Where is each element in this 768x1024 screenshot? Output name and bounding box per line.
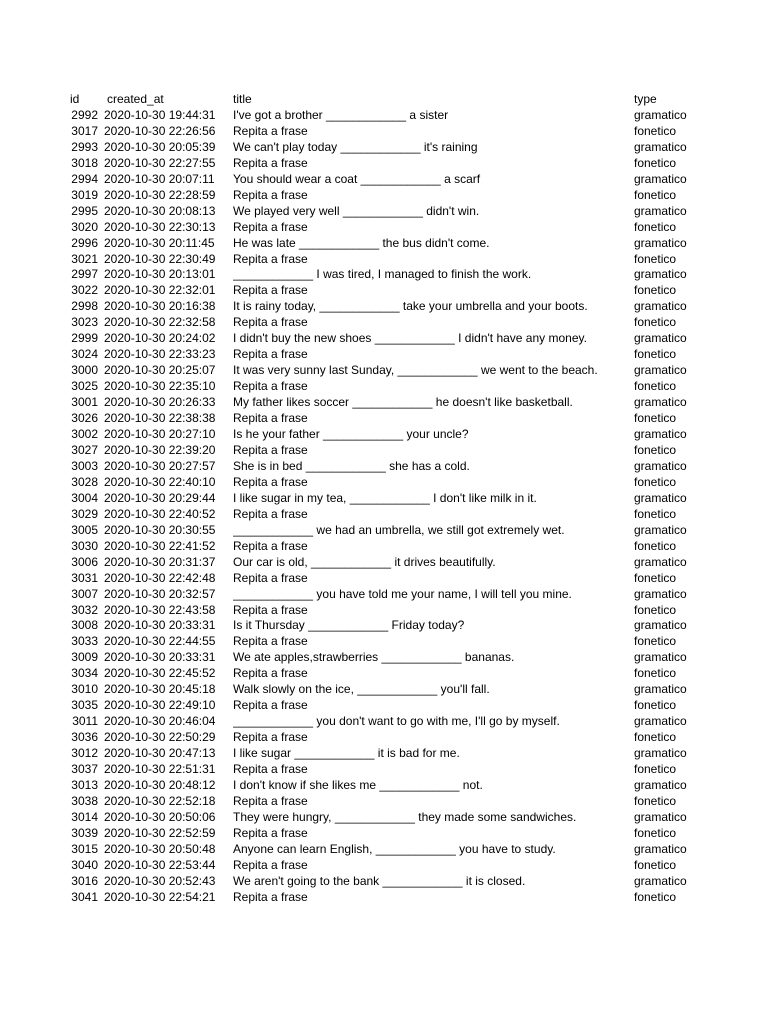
cell-id: 3019 (71, 187, 98, 202)
cell-created-at: 2020-10-30 20:26:33 (104, 395, 216, 410)
cell-id: 3003 (71, 458, 98, 473)
cell-title: We played very well ____________ didn't win. (233, 203, 480, 218)
cell-created-at: 2020-10-30 22:53:44 (104, 857, 216, 872)
cell-created-at: 2020-10-30 20:27:57 (104, 458, 216, 473)
cell-created-at: 2020-10-30 20:33:31 (104, 650, 216, 665)
cell-type: gramatico (634, 171, 687, 186)
cell-title: ____________ I was tired, I managed to finish the work. (233, 267, 532, 282)
table-row (0, 874, 768, 890)
cell-id: 2997 (71, 267, 98, 282)
cell-title: I don't know if she likes me ____________ not. (233, 777, 483, 792)
cell-created-at: 2020-10-30 20:45:18 (104, 682, 216, 697)
table-row (0, 427, 768, 443)
cell-title: Anyone can learn English, ____________ you have to study. (233, 841, 556, 856)
cell-id: 3010 (71, 682, 98, 697)
cell-title: Repita a frase (233, 251, 308, 266)
cell-title: Repita a frase (233, 762, 308, 777)
cell-created-at: 2020-10-30 20:11:45 (104, 235, 215, 250)
cell-id: 3036 (71, 730, 98, 745)
cell-type: gramatico (634, 746, 687, 761)
cell-created-at: 2020-10-30 20:16:38 (104, 299, 216, 314)
records-table (0, 92, 768, 906)
cell-created-at: 2020-10-30 20:46:04 (104, 714, 216, 729)
cell-title: I didn't buy the new shoes ____________ I didn't have any money. (233, 331, 587, 346)
cell-type: gramatico (634, 682, 687, 697)
cell-title: Repita a frase (233, 219, 308, 234)
table-row (0, 124, 768, 140)
table-row (0, 539, 768, 555)
table-row (0, 475, 768, 491)
header-row (0, 92, 768, 108)
cell-type: gramatico (634, 458, 687, 473)
cell-created-at: 2020-10-30 20:30:55 (104, 522, 216, 537)
cell-type: gramatico (634, 714, 687, 729)
cell-id: 3017 (71, 123, 98, 138)
cell-title: Repita a frase (233, 730, 308, 745)
cell-title: It was very sunny last Sunday, ____________ we went to the beach. (233, 363, 598, 378)
cell-title: We aren't going to the bank ____________ it is closed. (233, 873, 526, 888)
column-header-title: title (233, 92, 252, 106)
cell-type: gramatico (634, 554, 687, 569)
table-row (0, 826, 768, 842)
cell-created-at: 2020-10-30 22:38:38 (104, 411, 216, 426)
cell-title: Repita a frase (233, 474, 308, 489)
cell-id: 3030 (71, 538, 98, 553)
cell-type: fonetico (634, 411, 677, 426)
table-row (0, 315, 768, 331)
cell-created-at: 2020-10-30 22:26:56 (104, 123, 216, 138)
table-row (0, 587, 768, 603)
cell-title: I like sugar ____________ it is bad for me. (233, 746, 460, 761)
cell-created-at: 2020-10-30 20:29:44 (104, 490, 216, 505)
table-row (0, 236, 768, 252)
table-row (0, 571, 768, 587)
cell-title: Repita a frase (233, 538, 308, 553)
cell-title: Repita a frase (233, 634, 308, 649)
cell-created-at: 2020-10-30 22:42:48 (104, 570, 216, 585)
table-row (0, 299, 768, 315)
table-row (0, 746, 768, 762)
cell-id: 3038 (71, 793, 98, 808)
table-row (0, 523, 768, 539)
cell-id: 3039 (71, 825, 98, 840)
cell-title: Repita a frase (233, 857, 308, 872)
cell-id: 2995 (71, 203, 98, 218)
cell-id: 3033 (71, 634, 98, 649)
cell-created-at: 2020-10-30 20:52:43 (104, 873, 216, 888)
cell-title: Repita a frase (233, 506, 308, 521)
cell-id: 3018 (71, 155, 98, 170)
cell-id: 3014 (71, 809, 98, 824)
table-row (0, 762, 768, 778)
cell-type: fonetico (634, 474, 677, 489)
cell-type: gramatico (634, 522, 687, 537)
table-row (0, 634, 768, 650)
cell-title: We ate apples,strawberries ____________ bananas. (233, 650, 515, 665)
cell-created-at: 2020-10-30 22:27:55 (104, 155, 216, 170)
table-row (0, 810, 768, 826)
cell-id: 3011 (72, 714, 98, 729)
cell-created-at: 2020-10-30 20:07:11 (104, 171, 215, 186)
cell-type: fonetico (634, 155, 677, 170)
table-row (0, 650, 768, 666)
data-sheet (0, 92, 768, 906)
cell-title: My father likes soccer ____________ he doesn't like basketball. (233, 395, 573, 410)
cell-created-at: 2020-10-30 22:33:23 (104, 347, 216, 362)
table-row (0, 443, 768, 459)
table-row (0, 252, 768, 268)
table-row (0, 267, 768, 283)
cell-type: gramatico (634, 618, 687, 633)
cell-created-at: 2020-10-30 22:32:01 (104, 283, 216, 298)
table-row (0, 730, 768, 746)
cell-created-at: 2020-10-30 20:13:01 (104, 267, 216, 282)
cell-id: 3000 (71, 363, 98, 378)
cell-id: 2999 (71, 331, 98, 346)
cell-title: Our car is old, ____________ it drives beautifully. (233, 554, 496, 569)
column-header-created-at: created_at (107, 92, 164, 106)
cell-type: fonetico (634, 793, 677, 808)
cell-title: It is rainy today, ____________ take your umbrella and your boots. (233, 299, 588, 314)
cell-title: Walk slowly on the ice, ____________ you'll fall. (233, 682, 490, 697)
column-header-type: type (634, 92, 657, 106)
cell-title: I like sugar in my tea, ____________ I don't like milk in it. (233, 490, 537, 505)
cell-id: 3032 (71, 602, 98, 617)
cell-created-at: 2020-10-30 22:44:55 (104, 634, 216, 649)
table-row (0, 156, 768, 172)
cell-created-at: 2020-10-30 20:50:48 (104, 841, 216, 856)
cell-type: fonetico (634, 379, 677, 394)
cell-created-at: 2020-10-30 22:54:21 (104, 889, 216, 904)
cell-type: fonetico (634, 666, 677, 681)
cell-id: 2992 (71, 107, 98, 122)
table-row (0, 411, 768, 427)
cell-title: Is he your father ____________ your uncle? (233, 427, 469, 442)
cell-type: fonetico (634, 602, 677, 617)
cell-created-at: 2020-10-30 22:32:58 (104, 315, 216, 330)
cell-title: Repita a frase (233, 666, 308, 681)
cell-created-at: 2020-10-30 22:43:58 (104, 602, 216, 617)
cell-title: Repita a frase (233, 602, 308, 617)
cell-id: 3002 (71, 427, 98, 442)
cell-id: 3016 (71, 873, 98, 888)
table-row (0, 794, 768, 810)
cell-created-at: 2020-10-30 20:47:13 (104, 746, 216, 761)
cell-title: Repita a frase (233, 570, 308, 585)
cell-id: 2994 (71, 171, 98, 186)
table-row (0, 890, 768, 906)
cell-id: 2996 (71, 235, 98, 250)
cell-title: Is it Thursday ____________ Friday today? (233, 618, 465, 633)
cell-created-at: 2020-10-30 22:40:52 (104, 506, 216, 521)
cell-type: fonetico (634, 762, 677, 777)
cell-type: gramatico (634, 331, 687, 346)
cell-title: Repita a frase (233, 411, 308, 426)
cell-id: 3031 (71, 570, 98, 585)
cell-title: Repita a frase (233, 123, 308, 138)
cell-id: 3027 (71, 442, 98, 457)
cell-created-at: 2020-10-30 22:28:59 (104, 187, 216, 202)
table-row (0, 459, 768, 475)
cell-id: 3024 (71, 347, 98, 362)
table-row (0, 603, 768, 619)
cell-id: 3034 (71, 666, 98, 681)
cell-id: 2993 (71, 139, 98, 154)
table-row (0, 682, 768, 698)
cell-type: gramatico (634, 139, 687, 154)
cell-title: Repita a frase (233, 155, 308, 170)
cell-created-at: 2020-10-30 20:33:31 (104, 618, 216, 633)
cell-type: gramatico (634, 395, 687, 410)
cell-type: gramatico (634, 809, 687, 824)
cell-created-at: 2020-10-30 22:41:52 (104, 538, 216, 553)
cell-created-at: 2020-10-30 22:45:52 (104, 666, 216, 681)
cell-created-at: 2020-10-30 22:49:10 (104, 698, 216, 713)
cell-created-at: 2020-10-30 20:32:57 (104, 586, 216, 601)
cell-title: We can't play today ____________ it's raining (233, 139, 478, 154)
cell-title: He was late ____________ the bus didn't come. (233, 235, 490, 250)
table-row (0, 714, 768, 730)
cell-created-at: 2020-10-30 22:40:10 (104, 474, 216, 489)
cell-created-at: 2020-10-30 20:24:02 (104, 331, 216, 346)
cell-type: fonetico (634, 825, 677, 840)
cell-id: 3020 (71, 219, 98, 234)
table-row (0, 204, 768, 220)
cell-id: 3005 (71, 522, 98, 537)
cell-type: fonetico (634, 538, 677, 553)
table-row (0, 188, 768, 204)
cell-type: fonetico (634, 315, 677, 330)
table-row (0, 347, 768, 363)
cell-title: Repita a frase (233, 283, 308, 298)
cell-title: Repita a frase (233, 379, 308, 394)
cell-id: 3035 (71, 698, 98, 713)
cell-created-at: 2020-10-30 20:27:10 (104, 427, 216, 442)
column-header-id: id (70, 92, 80, 106)
table-row (0, 491, 768, 507)
cell-id: 3013 (71, 777, 98, 792)
cell-id: 3021 (71, 251, 98, 266)
cell-type: gramatico (634, 427, 687, 442)
cell-created-at: 2020-10-30 20:08:13 (104, 203, 216, 218)
cell-type: fonetico (634, 187, 677, 202)
cell-id: 3028 (71, 474, 98, 489)
cell-type: fonetico (634, 698, 677, 713)
cell-title: Repita a frase (233, 793, 308, 808)
cell-title: She is in bed ____________ she has a cold. (233, 458, 470, 473)
cell-type: fonetico (634, 506, 677, 521)
cell-type: fonetico (634, 251, 677, 266)
cell-type: fonetico (634, 219, 677, 234)
cell-type: gramatico (634, 586, 687, 601)
table-row (0, 220, 768, 236)
cell-created-at: 2020-10-30 20:31:37 (104, 554, 216, 569)
cell-id: 3041 (71, 889, 98, 904)
table-row (0, 555, 768, 571)
cell-type: fonetico (634, 570, 677, 585)
cell-id: 2998 (71, 299, 98, 314)
table-row (0, 507, 768, 523)
cell-created-at: 2020-10-30 22:51:31 (104, 762, 216, 777)
cell-created-at: 2020-10-30 20:48:12 (104, 777, 216, 792)
cell-type: fonetico (634, 857, 677, 872)
cell-title: ____________ you have told me your name, I will tell you mine. (233, 586, 572, 601)
cell-title: Repita a frase (233, 187, 308, 202)
cell-id: 3029 (71, 506, 98, 521)
cell-id: 3040 (71, 857, 98, 872)
cell-title: You should wear a coat ____________ a scarf (233, 171, 481, 186)
cell-type: gramatico (634, 107, 687, 122)
table-row (0, 331, 768, 347)
cell-created-at: 2020-10-30 20:25:07 (104, 363, 216, 378)
cell-created-at: 2020-10-30 22:39:20 (104, 442, 216, 457)
table-row (0, 842, 768, 858)
table-row (0, 778, 768, 794)
cell-created-at: 2020-10-30 22:52:18 (104, 793, 216, 808)
table-row (0, 395, 768, 411)
cell-type: fonetico (634, 347, 677, 362)
cell-created-at: 2020-10-30 22:35:10 (104, 379, 216, 394)
cell-created-at: 2020-10-30 22:30:13 (104, 219, 216, 234)
cell-id: 3026 (71, 411, 98, 426)
cell-id: 3008 (71, 618, 98, 633)
table-row (0, 379, 768, 395)
cell-title: ____________ you don't want to go with me, I'll go by myself. (233, 714, 560, 729)
cell-created-at: 2020-10-30 22:30:49 (104, 251, 216, 266)
cell-type: fonetico (634, 889, 677, 904)
cell-type: gramatico (634, 650, 687, 665)
table-row (0, 140, 768, 156)
cell-type: fonetico (634, 283, 677, 298)
table-row (0, 283, 768, 299)
cell-id: 3012 (71, 746, 98, 761)
cell-title: Repita a frase (233, 889, 308, 904)
cell-title: Repita a frase (233, 698, 308, 713)
cell-type: gramatico (634, 490, 687, 505)
cell-created-at: 2020-10-30 19:44:31 (104, 107, 216, 122)
cell-id: 3023 (71, 315, 98, 330)
cell-type: gramatico (634, 299, 687, 314)
cell-title: I've got a brother ____________ a sister (233, 107, 449, 122)
cell-created-at: 2020-10-30 22:50:29 (104, 730, 216, 745)
table-row (0, 666, 768, 682)
cell-type: fonetico (634, 123, 677, 138)
cell-type: gramatico (634, 777, 687, 792)
cell-title: Repita a frase (233, 315, 308, 330)
cell-id: 3009 (71, 650, 98, 665)
cell-id: 3006 (71, 554, 98, 569)
cell-type: gramatico (634, 235, 687, 250)
cell-type: fonetico (634, 730, 677, 745)
cell-id: 3004 (71, 490, 98, 505)
cell-type: fonetico (634, 634, 677, 649)
table-row (0, 172, 768, 188)
cell-id: 3037 (71, 762, 98, 777)
cell-id: 3025 (71, 379, 98, 394)
table-body (0, 108, 768, 906)
cell-id: 3015 (71, 841, 98, 856)
table-row (0, 698, 768, 714)
table-row (0, 858, 768, 874)
cell-title: Repita a frase (233, 825, 308, 840)
cell-type: gramatico (634, 841, 687, 856)
cell-title: ____________ we had an umbrella, we still got extremely wet. (233, 522, 565, 537)
cell-type: gramatico (634, 873, 687, 888)
cell-type: gramatico (634, 363, 687, 378)
cell-id: 3007 (71, 586, 98, 601)
cell-created-at: 2020-10-30 22:52:59 (104, 825, 216, 840)
cell-title: Repita a frase (233, 442, 308, 457)
cell-created-at: 2020-10-30 20:05:39 (104, 139, 216, 154)
cell-id: 3022 (71, 283, 98, 298)
table-row (0, 108, 768, 124)
cell-type: gramatico (634, 203, 687, 218)
table-row (0, 363, 768, 379)
cell-created-at: 2020-10-30 20:50:06 (104, 809, 216, 824)
cell-title: Repita a frase (233, 347, 308, 362)
cell-id: 3001 (71, 395, 98, 410)
table-row (0, 618, 768, 634)
cell-type: fonetico (634, 442, 677, 457)
cell-title: They were hungry, ____________ they made some sandwiches. (233, 809, 577, 824)
cell-type: gramatico (634, 267, 687, 282)
